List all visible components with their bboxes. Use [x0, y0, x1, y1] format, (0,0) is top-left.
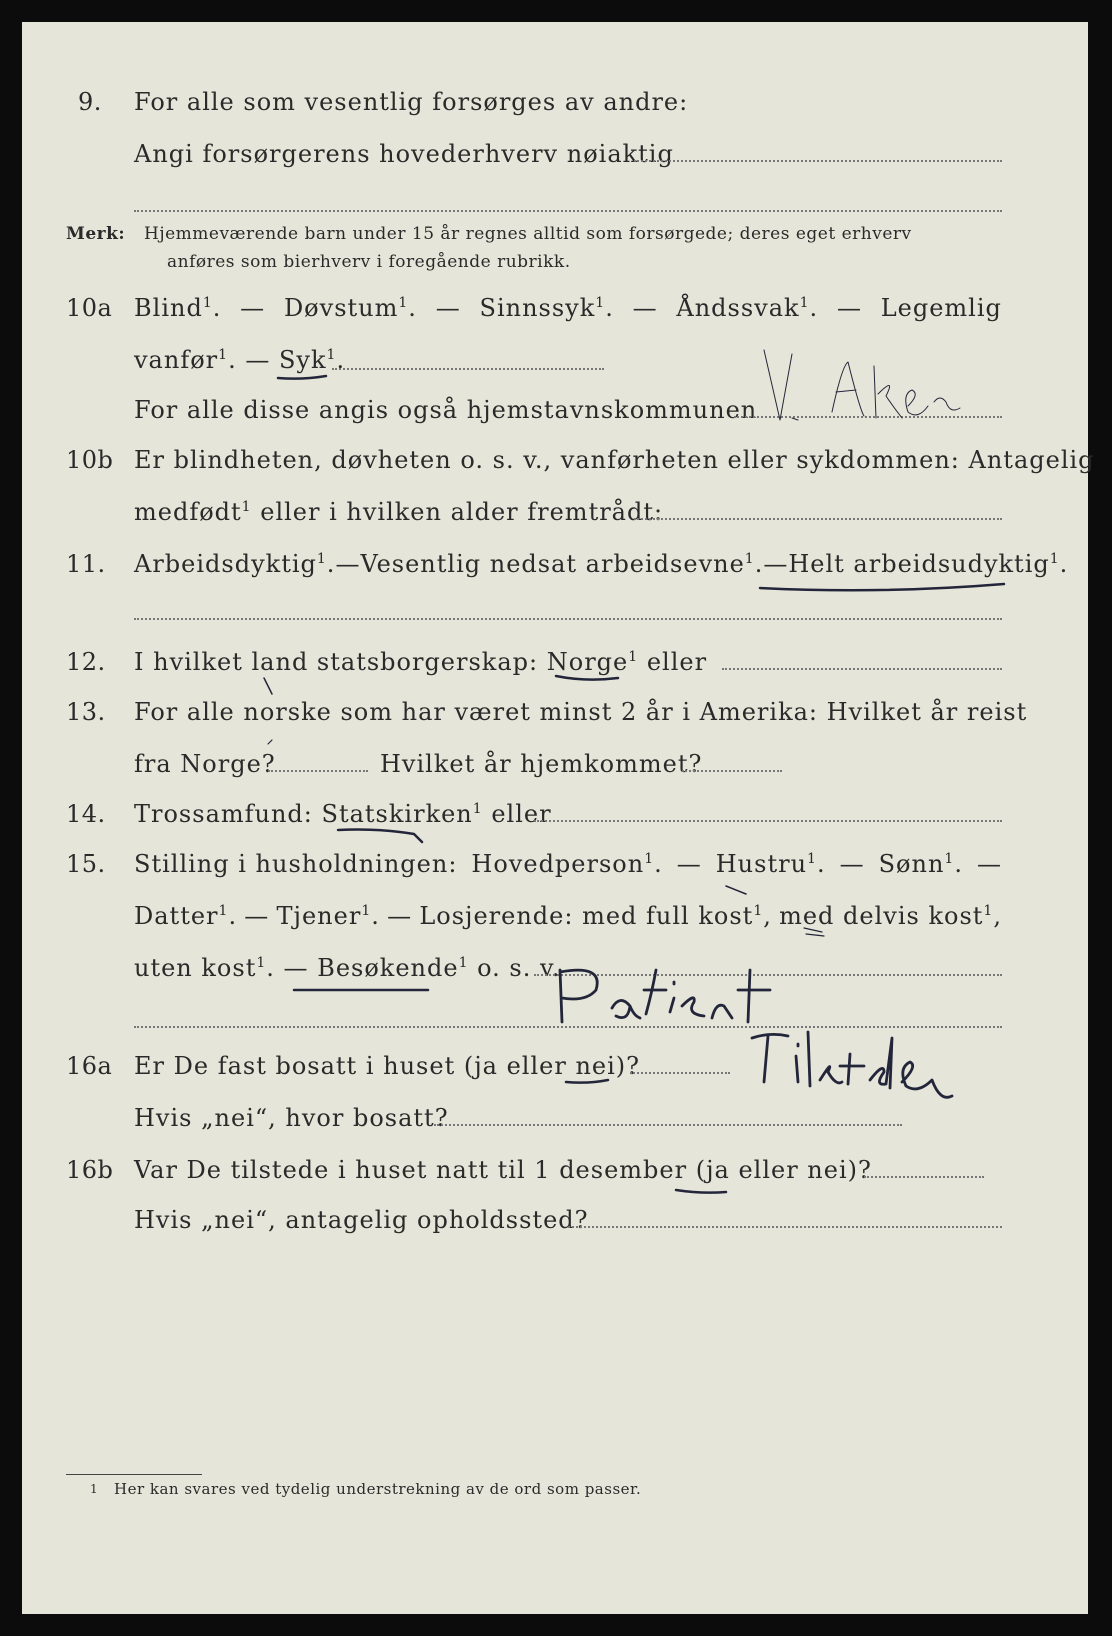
handwriting-layer [22, 22, 1088, 1614]
census-form-page [22, 22, 1095, 1614]
q10a-number: 10a [66, 294, 113, 322]
footnote-mark: 1 [90, 1482, 99, 1496]
q14-line: Trossamfund: Statskirken$^1$ eller [134, 800, 552, 828]
q10b-line2: medfødt$^1$ eller i hvilken alder fremtrådt: [134, 498, 664, 526]
q11-option-arbeidsdyktig: Arbeidsdyktig$^1$. [134, 550, 336, 578]
q15-option-hovedperson: Hovedperson$^1$. [471, 850, 663, 878]
q16b-line2: Hvis „nei“, antagelig opholdssted? [134, 1206, 589, 1234]
q14-number: 14. [66, 800, 106, 828]
q10a-option-blind: Blind$^1$. [134, 294, 222, 322]
q10a-option-vanfor: vanfør$^1$. [134, 346, 237, 374]
note-label: Merk: [66, 224, 126, 244]
q12-option-norge: Norge$^1$ [546, 648, 639, 676]
q11-option-udyktig: Helt arbeidsudyktig$^1$. [788, 550, 1069, 578]
q13-line2a: fra Norge? [134, 750, 276, 778]
q14-option-statskirken: Statskirken$^1$ [321, 800, 483, 828]
underline-statskirken [338, 830, 422, 843]
q10a-option-dovstum: Døvstum$^1$. [283, 294, 417, 322]
mark-delvis [804, 928, 824, 936]
q13-line2b: Hvilket år hjemkommet? [380, 750, 703, 778]
q15-option-besokende: Besøkende$^1$ [317, 954, 469, 982]
q16b-line1: Var De tilstede i huset natt til 1 desember (ja eller nei)? [134, 1156, 872, 1184]
q15-option-uten-kost: uten kost$^1$. [134, 954, 275, 982]
mark-13-reist [268, 740, 272, 744]
note-line1: Hjemmeværende barn under 15 år regnes alltid som forsørgede; deres eget erhverv [144, 224, 912, 244]
mark-13 [264, 678, 272, 694]
q15-option-delvis-kost: med delvis kost$^1$, [779, 902, 1002, 930]
q10a-line3: For alle disse angis også hjemstavnskommunen [134, 396, 758, 424]
q9-number: 9. [78, 88, 102, 116]
q15-option-sonn: Sønn$^1$. [878, 850, 963, 878]
q16b-number: 16b [66, 1156, 114, 1184]
q13-line1: For alle norske som har været minst 2 år i Amerika: Hvilket år reist [134, 698, 1028, 726]
q15-option-full-kost: Losjerende: med full kost$^1$, [419, 902, 772, 930]
answer-v-aker [764, 350, 960, 420]
q12-number: 12. [66, 648, 106, 676]
q13-number: 13. [66, 698, 106, 726]
q15-line2: Datter$^1$. — Tjener$^1$. — Losjerende: med full kost$^1$, med delvis kost$^1$, [134, 902, 1002, 930]
q10a-option-andssvak: Åndssvak$^1$. [676, 294, 819, 322]
answer-tilstede [752, 1032, 952, 1097]
q15-line1: Stilling i husholdningen: Hovedperson$^1$. — Hustru$^1$. — Sønn$^1$. — [134, 850, 1002, 878]
q9-line1: For alle som vesentlig forsørges av andre: [134, 88, 689, 116]
q10a-line2: vanfør$^1$. — Syk$^1$. [134, 346, 346, 374]
underline-helt-arbeidsudyktig [760, 584, 1004, 590]
mark-hustru [726, 886, 746, 894]
underline-syk [278, 376, 326, 379]
q11-number: 11. [66, 550, 106, 578]
q15-line3: uten kost$^1$. — Besøkende$^1$ o. s. v. [134, 954, 561, 982]
underline-ja [676, 1190, 726, 1193]
q11-option-nedsat: Vesentlig nedsat arbeidsevne$^1$. [360, 550, 764, 578]
underline-nei [566, 1080, 608, 1083]
q10b-number: 10b [66, 446, 114, 474]
q15-option-tjener: Tjener$^1$. [276, 902, 380, 930]
footnote-text: Her kan svares ved tydelig understrekning av de ord som passer. [114, 1480, 642, 1498]
q16a-line2: Hvis „nei“, hvor bosatt? [134, 1104, 449, 1132]
q11-line: Arbeidsdyktig$^1$. — Vesentlig nedsat arbeidsevne$^1$. — Helt arbeidsudyktig$^1$. [134, 550, 1069, 578]
q16a-line1: Er De fast bosatt i huset (ja eller nei)? [134, 1052, 641, 1080]
answer-patient [560, 970, 770, 1022]
q16a-number: 16a [66, 1052, 113, 1080]
q10a-option-syk: Syk$^1$. [278, 346, 346, 374]
q10a-option-legemlig: Legemlig [880, 294, 1002, 322]
q10b-option-medfodt: medfødt$^1$ [134, 498, 252, 526]
q10b-line1: Er blindheten, døvheten o. s. v., vanførheten eller sykdommen: Antagelig [134, 446, 1095, 474]
q10a-option-sinnssyk: Sinnssyk$^1$. [479, 294, 614, 322]
q10a-line1: Blind$^1$. — Døvstum$^1$. — Sinnssyk$^1$. — Åndssvak$^1$. — Legemlig [134, 294, 1002, 322]
q12-line: I hvilket land statsborgerskap: Norge$^1$ eller [134, 648, 708, 676]
q15-option-hustru: Hustru$^1$. [715, 850, 826, 878]
q15-option-datter: Datter$^1$. [134, 902, 238, 930]
note-line2: anføres som bierhverv i foregående rubrikk. [167, 252, 571, 272]
q15-number: 15. [66, 850, 106, 878]
underline-norge [556, 676, 618, 680]
q9-line2: Angi forsørgerens hovederhverv nøiaktig [134, 140, 674, 168]
